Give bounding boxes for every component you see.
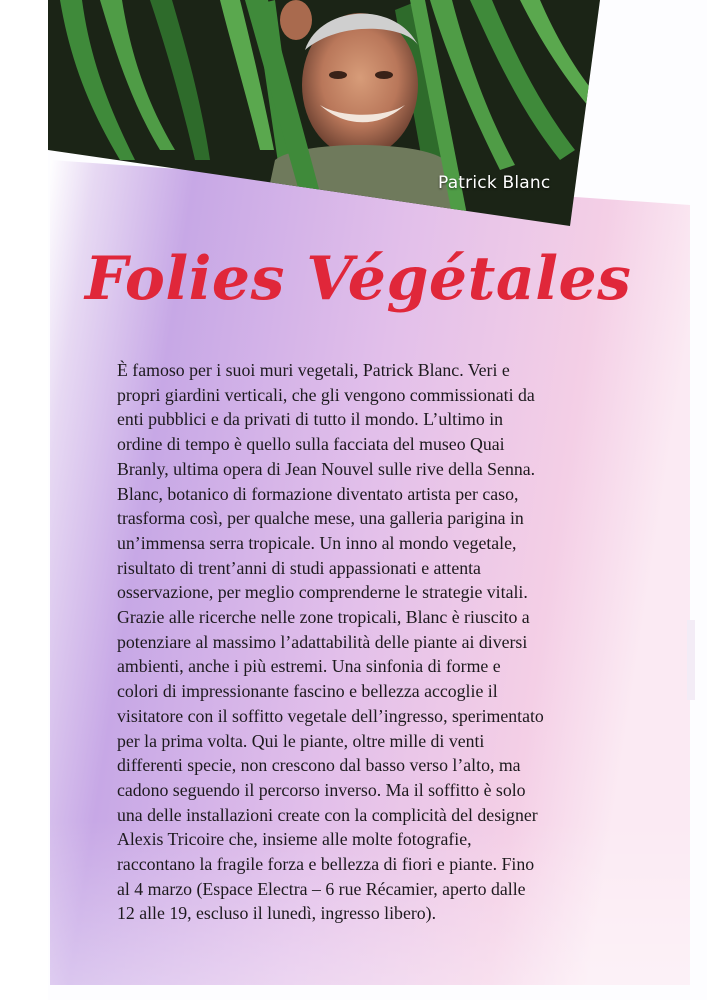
body-line: potenziare al massimo l’adattabilità delle piante ai diversi (117, 631, 528, 652)
body-line: differenti specie, non crescono dal basso verso l’alto, ma (117, 755, 521, 776)
body-line: Alexis Tricoire che, insieme alle molte fotografie, (117, 829, 472, 850)
body-line: trasforma così, per qualche mese, una galleria parigina in (117, 508, 524, 529)
page-edge-shadow (681, 620, 701, 700)
body-line: cadono seguendo il percorso inverso. Ma il soffitto è solo (117, 779, 526, 800)
body-line: Grazie alle ricerche nelle zone tropicali, Blanc è riuscito a (117, 607, 530, 628)
body-line: 12 alle 19, escluso il lunedì, ingresso libero). (117, 903, 437, 924)
body-line: Blanc, botanico di formazione diventato artista per caso, (117, 483, 519, 504)
body-line: colori di impressionante fascino e bellezza accoglie il (117, 681, 498, 702)
article-body (117, 358, 637, 926)
body-line: risultato di trent’anni di studi appassionati e attenta (117, 557, 481, 578)
body-line: una delle installazioni create con la complicità del designer (117, 804, 538, 825)
body-line: osservazione, per meglio comprenderne le strategie vitali. (117, 582, 528, 603)
body-line: propri giardini verticali, che gli vengono commissionati da (117, 384, 535, 405)
body-line: visitatore con il soffitto vegetale dell’ingresso, sperimentato (117, 705, 544, 726)
article-title: Folies Végétales (85, 244, 632, 314)
body-line: al 4 marzo (Espace Electra – 6 rue Récamier, aperto dalle (117, 878, 526, 899)
body-line: Branly, ultima opera di Jean Nouvel sulle rive della Senna. (117, 458, 536, 479)
body-line: È famoso per i suoi muri vegetali, Patrick Blanc. Veri e (117, 360, 510, 380)
body-line: ambienti, anche i più estremi. Una sinfonia di forme e (117, 656, 501, 677)
body-line: raccontano la fragile forza e bellezza di fiori e piante. Fino (117, 854, 535, 875)
body-line: ordine di tempo è quello sulla facciata del museo Quai (117, 434, 505, 455)
body-line: enti pubblici e da privati di tutto il mondo. L’ultimo in (117, 409, 504, 430)
body-line: per la prima volta. Qui le piante, oltre mille di venti (117, 730, 485, 751)
photo-caption: Patrick Blanc (438, 173, 551, 193)
body-line: un’immensa serra tropicale. Un inno al mondo vegetale, (117, 532, 517, 553)
